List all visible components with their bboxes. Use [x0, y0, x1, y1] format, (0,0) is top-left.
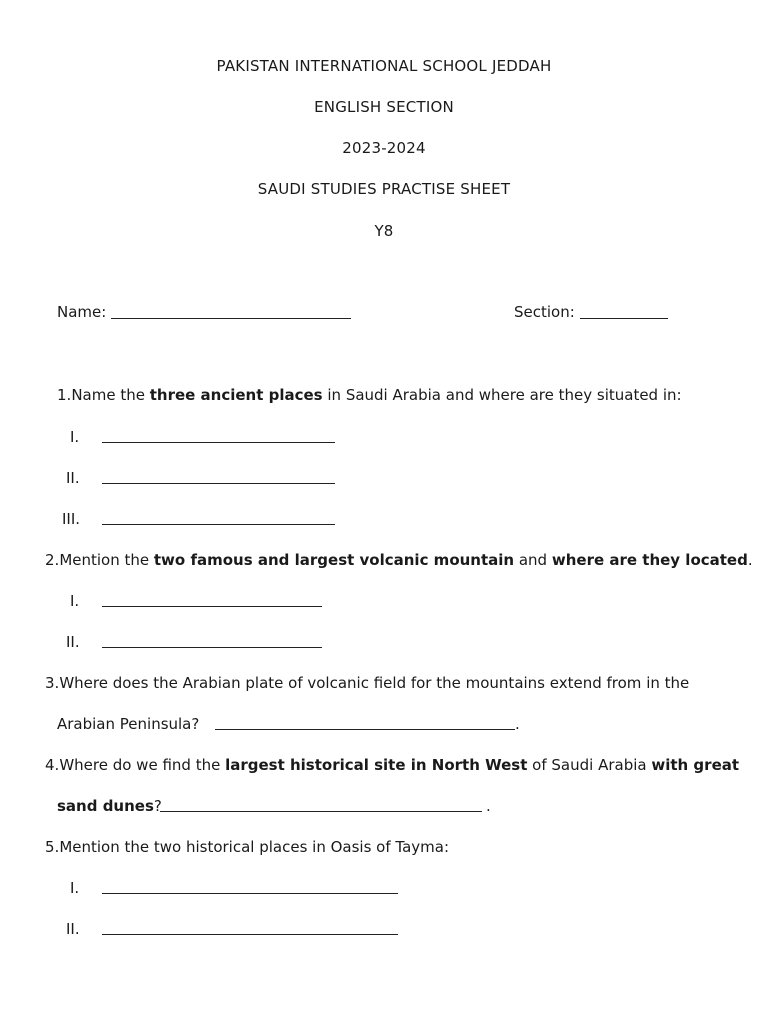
q5-item-2-label: II.	[66, 920, 80, 938]
q2-bold-b: where are they located	[551, 551, 748, 569]
q1-text-a: Name the	[71, 386, 150, 404]
name-blank[interactable]	[111, 318, 351, 319]
q1-item-3-label: III.	[62, 510, 81, 528]
q2-text-b: and	[514, 551, 552, 569]
q3-answer[interactable]	[215, 729, 515, 730]
question-number: 1.	[57, 386, 72, 404]
q2-text-a: Mention the	[59, 551, 154, 569]
q1-answer-2[interactable]	[102, 483, 335, 484]
q2-text-c: .	[747, 551, 753, 569]
question-4-line-2	[57, 797, 162, 815]
q1-text-b: in Saudi Arabia and where are they situated in:	[322, 386, 682, 404]
question-number: 4.	[45, 756, 60, 774]
q2-item-1-label: I.	[70, 592, 80, 610]
q3-period: .	[515, 715, 520, 733]
q4-bold-a: largest historical site in North West	[225, 756, 528, 774]
question-number: 3.	[45, 674, 60, 692]
q4-text-a: Where do we find the	[59, 756, 226, 774]
name-label: Name:	[57, 303, 107, 321]
question-4-line-1	[45, 756, 739, 774]
question-number: 5.	[45, 838, 60, 856]
school-name: PAKISTAN INTERNATIONAL SCHOOL JEDDAH	[216, 57, 552, 75]
q1-answer-1[interactable]	[102, 442, 335, 443]
sheet-title: SAUDI STUDIES PRACTISE SHEET	[257, 180, 511, 198]
academic-year: 2023-2024	[342, 139, 426, 157]
q4-bold-b: with great	[651, 756, 740, 774]
q1-answer-3[interactable]	[102, 524, 335, 525]
q4-text-b: of Saudi Arabia	[527, 756, 652, 774]
q4-answer[interactable]	[160, 811, 482, 812]
question-3-line-1	[45, 674, 689, 692]
q5-text: Mention the two historical places in Oasis of Tayma:	[59, 838, 450, 856]
q5-item-1-label: I.	[70, 879, 80, 897]
q2-bold-a: two famous and largest volcanic mountain	[153, 551, 515, 569]
q2-item-2-label: II.	[66, 633, 80, 651]
question-number: 2.	[45, 551, 60, 569]
q4-bold-c: sand dunes	[57, 797, 154, 815]
question-3-line-2: Arabian Peninsula?	[57, 715, 200, 733]
q2-answer-2[interactable]	[102, 647, 322, 648]
section-heading: ENGLISH SECTION	[314, 98, 454, 116]
q4-text-c: ?	[153, 797, 162, 815]
q3-text: Where does the Arabian plate of volcanic field for the mountains extend from in the	[59, 674, 690, 692]
q1-item-1-label: I.	[70, 428, 80, 446]
q5-answer-2[interactable]	[102, 934, 398, 935]
q1-bold: three ancient places	[149, 386, 323, 404]
q1-item-2-label: II.	[66, 469, 80, 487]
q4-period: .	[486, 797, 491, 815]
grade-label: Y8	[374, 222, 394, 240]
q2-answer-1[interactable]	[102, 606, 322, 607]
q5-answer-1[interactable]	[102, 893, 398, 894]
section-blank[interactable]	[580, 318, 668, 319]
question-2	[45, 551, 753, 569]
question-1	[57, 386, 682, 404]
section-label: Section:	[514, 303, 575, 321]
question-5	[45, 838, 449, 856]
